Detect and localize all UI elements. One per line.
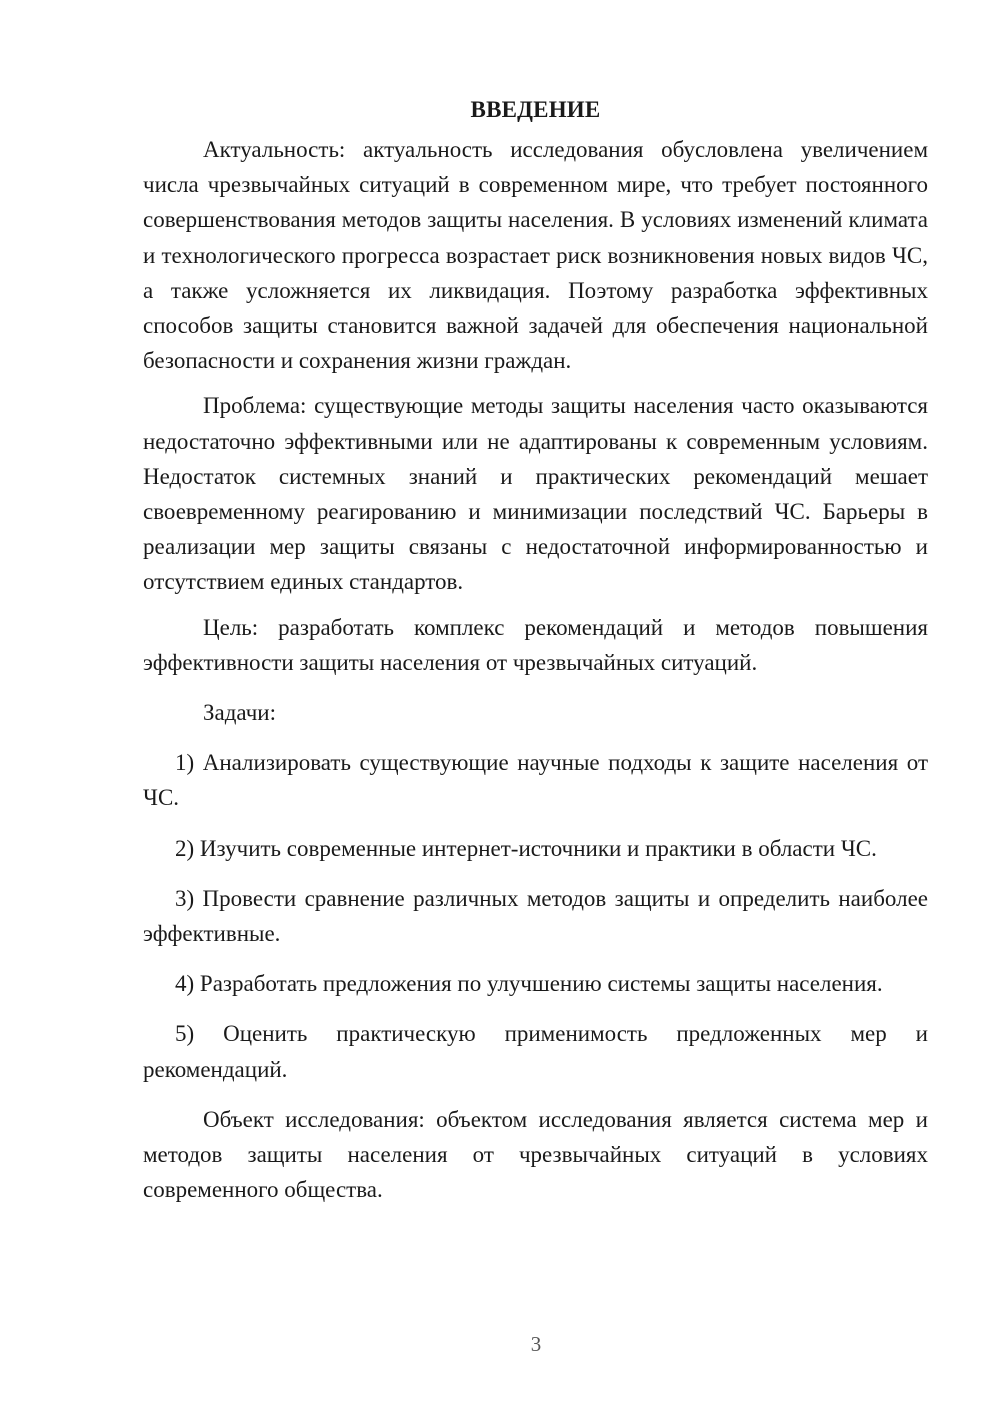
list-item: 3) Провести сравнение различных методов защиты и определить наиболее эффективные.	[143, 885, 928, 947]
list-item: 2) Изучить современные интернет-источники и практики в области ЧС.	[175, 835, 877, 861]
list-item: 1) Анализировать существующие научные подходы к защите населения от ЧС.	[143, 750, 928, 811]
section-heading: ВВЕДЕНИЕ	[470, 97, 601, 122]
tasks-label: Задачи:	[203, 700, 276, 726]
paragraph-problem: Проблема: существующие методы защиты населения часто оказываются недостаточно эффективными или не адаптированы к современным условиям. Недостаток системных знаний и практических рекомендаций мешает своевременному реагированию и минимизации последствий ЧС. Барьеры в реализации мер защиты связаны с недостаточной информированностью и отсутствием единых стандартов.	[143, 393, 928, 595]
paragraph-relevance: Актуальность: актуальность исследования обусловлена увеличением числа чрезвычайных ситуаций в современном мире, что требует постоянного совершенствования методов защиты населения. В условиях изменений климата и технологического прогресса возрастает риск возникновения новых видов ЧС, а также усложняется их ликвидация. Поэтому разработка эффективных способов защиты становится важной задачей для обеспечения национальной безопасности и сохранения жизни граждан.	[143, 137, 928, 374]
paragraph-object: Объект исследования: объектом исследования является система мер и методов защиты населения от чрезвычайных ситуаций в условиях современного общества.	[143, 1106, 928, 1203]
page-number: 3	[530, 1332, 542, 1356]
list-item: 4) Разработать предложения по улучшению системы защиты населения.	[175, 971, 883, 997]
list-item: 5) Оценить практическую применимость предложенных мер и рекомендаций.	[143, 1021, 928, 1082]
paragraph-goal: Цель: разработать комплекс рекомендаций и методов повышения эффективности защиты населения от чрезвычайных ситуаций.	[143, 614, 928, 675]
tasks-list	[143, 745, 928, 1087]
page-content	[143, 92, 928, 1217]
